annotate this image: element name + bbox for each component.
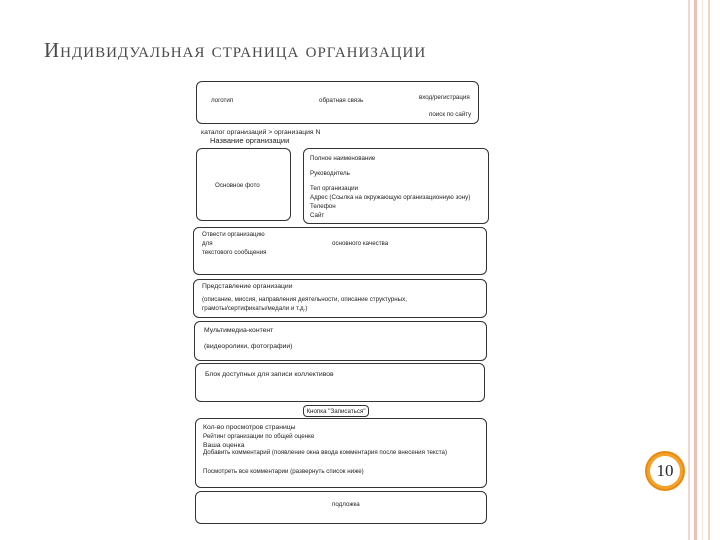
signup-button[interactable]: Кнопка "Записаться" [303,405,369,417]
logo[interactable]: логотип [211,97,234,104]
show-all-comments-link[interactable]: Посмотреть все комментарии (развернуть список ниже) [203,468,364,475]
stats-block [195,418,487,488]
contact-block [193,227,487,275]
website: Сайт [310,212,325,219]
site-header [196,81,479,124]
multimedia-sub: (видеоролики, фотографии) [204,343,293,350]
contact-line-3: текстового сообщения [202,249,267,256]
page-number-badge [645,451,685,491]
contact-line-2: для [202,240,213,247]
multimedia-block [194,321,487,361]
presentation-block [193,279,487,318]
org-name: Название организации [210,136,290,145]
org-details [303,148,489,224]
phone: Телефон [310,203,336,210]
page-title: Индивидуальная страница организации [44,38,427,62]
page-number: 10 [650,456,680,486]
footer-label: подложка [332,501,360,508]
teams-heading: Блок доступных для записи коллективов [205,371,334,378]
decorative-border [680,0,720,540]
presentation-heading: Представление организации [202,283,293,290]
feedback-link[interactable]: обратная связь [319,97,364,104]
search-link[interactable]: поиск по сайту [429,111,472,118]
contact-line-1: Отвести организацию [202,231,265,238]
login-link[interactable]: вход/регистрация [419,94,470,101]
org-tel: Тел организации [310,185,359,192]
address: Адрес (Ссылка на окружающую организационную зону) [310,194,471,201]
footer-block [195,491,487,524]
breadcrumb[interactable]: каталог организаций > организация N [201,129,321,136]
add-comment-link[interactable]: Добавить комментарий (появление окна ввода комментария после внесения текста) [203,449,448,456]
teams-block [195,363,485,402]
views-count: Кол-во просмотров страницы [203,424,296,431]
full-name: Полное наименование [310,155,376,162]
director: Руководитель [310,170,350,177]
main-photo [196,148,291,221]
presentation-line-2: грамоты/сертификаты/медали и т.д.) [202,305,308,312]
presentation-line-1: (описание, миссия, направления деятельности, описание структурных, [202,296,407,303]
contact-right: основного качества [332,240,389,247]
rating: Рейтинг организации по общей оценке [203,433,315,440]
multimedia-heading: Мультимедиа-контент [204,327,274,334]
main-photo-label: Основное фото [215,182,260,189]
your-rating[interactable]: Ваша оценка [203,442,245,449]
